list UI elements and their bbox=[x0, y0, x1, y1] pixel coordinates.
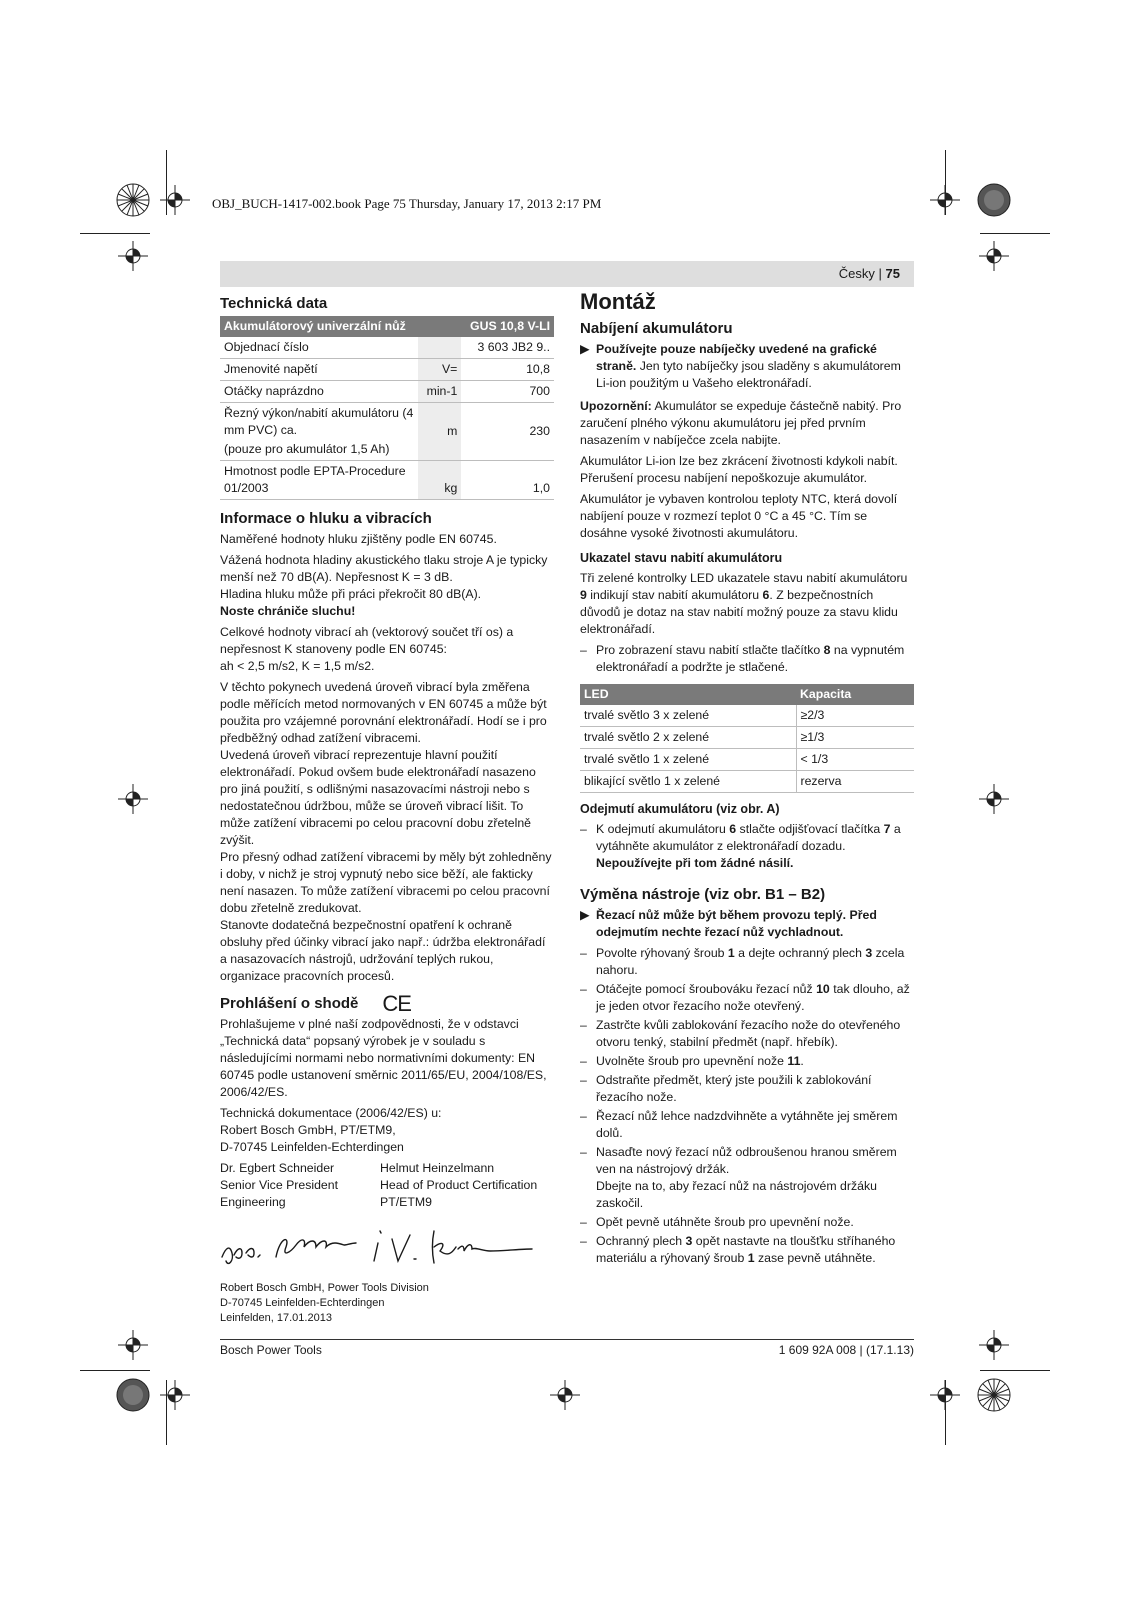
led-table-head-led: LED bbox=[580, 684, 796, 705]
indicator-step: – Pro zobrazení stavu nabití stlačte tlačítko 8 na vypnutém elektronářadí a podržte je stlačené. bbox=[580, 643, 905, 674]
montaz-heading: Montáž bbox=[580, 289, 656, 314]
noise-p4: Noste chrániče sluchu! bbox=[220, 604, 356, 618]
list-item: – Otáčejte pomocí šroubováku řezací nůž 10 tak dlouho, až je jeden otvor řezacího nože otevřený. bbox=[580, 982, 910, 1013]
signatory-1: Dr. Egbert Schneider Senior Vice President Engineering bbox=[220, 1161, 339, 1209]
remove-battery-heading: Odejmutí akumulátoru (viz obr. A) bbox=[580, 802, 780, 816]
page-number: 75 bbox=[885, 266, 900, 281]
tech-data-table bbox=[220, 316, 554, 500]
trim-line bbox=[80, 233, 150, 234]
tech-data-heading: Technická data bbox=[220, 295, 328, 312]
tool-warning: ▶ Řezací nůž může být během provozu teplý. Před odejmutím nechte řezací nůž vychladnout. bbox=[580, 908, 877, 939]
trim-line bbox=[945, 1380, 946, 1445]
table-row: Objednací číslo 3 603 JB2 9.. bbox=[220, 337, 554, 359]
noise-p7: V těchto pokynech uvedená úroveň vibrací byla změřena podle měřících metod normovaných v EN 60745 a může být použita pro vzájemné porovnání elektronářadí. Hodí se i pro předběžný odhad zatížení vibracemi. bbox=[220, 680, 547, 745]
list-item: – Ochranný plech 3 opět nastavte na tloušťku stříhaného materiálu a rýhovaný šroub 1 zase pevně utáhněte. bbox=[580, 1234, 896, 1265]
trim-line bbox=[166, 1380, 167, 1445]
crosshair-mark-right-top bbox=[979, 241, 1009, 271]
decl-p4: D-70745 Leinfelden-Echterdingen bbox=[220, 1140, 404, 1154]
noise-p8: Uvedená úroveň vibrací reprezentuje hlavní použití elektronářadí. Pokud ovšem bude elektronářadí nasazeno pro jiná použití, s odlišnými nasazovacími nástroji nebo s nedostatečnou údržbou, může se úroveň vibrací lišit. To může zatížení vibracemi po celou pracovní dobu zřetelně zvýšit. bbox=[220, 748, 536, 847]
decl-p3: Robert Bosch GmbH, PT/ETM9, bbox=[220, 1123, 396, 1137]
led-table bbox=[580, 684, 914, 793]
noise-p10: Stanovte dodatečná bezpečnostní opatření k ochraně obsluhy před účinky vibrací jako např.: údržba elektronářadí a nasazovacích nástrojů, udržování teplých rukou, organizace pracovních procesů. bbox=[220, 918, 546, 983]
table-row: trvalé světlo 1 x zelené < 1/3 bbox=[580, 749, 914, 771]
triangle-bullet-icon: ▶ bbox=[580, 908, 590, 922]
led-table-head-capacity: Kapacita bbox=[796, 684, 914, 705]
crosshair-mark-bottom-center bbox=[550, 1380, 580, 1410]
noise-p5: Celkové hodnoty vibrací ah (vektorový součet tří os) a nepřesnost K stanoveny podle EN 60745: bbox=[220, 625, 514, 656]
noise-p6: ah < 2,5 m/s2, K = 1,5 m/s2. bbox=[220, 659, 375, 673]
list-item: – Povolte rýhovaný šroub 1 a dejte ochranný plech 3 zcela nahoru. bbox=[580, 946, 905, 977]
header-language-page: Česky | 75 bbox=[838, 266, 900, 281]
triangle-bullet-icon: ▶ bbox=[580, 342, 590, 356]
signatories bbox=[220, 1160, 554, 1211]
registration-mark-bottom-right bbox=[977, 1378, 1011, 1412]
registration-mark-bottom-left bbox=[116, 1378, 150, 1412]
signatory-2: Helmut Heinzelmann Head of Product Certification PT/ETM9 bbox=[380, 1161, 538, 1209]
table-row: Hmotnost podle EPTA-Procedure 01/2003 kg 1,0 bbox=[220, 461, 554, 500]
warning-paragraph: Upozornění: Akumulátor se expeduje částečně nabitý. Pro zaručení plného výkonu akumulátoru jej před prvním nasazením v nabíječce zcela nabijte. bbox=[580, 399, 902, 447]
footer-left: Bosch Power Tools bbox=[220, 1343, 322, 1357]
trim-line bbox=[980, 1370, 1050, 1371]
footer-right: 1 609 92A 008 | (17.1.13) bbox=[778, 1343, 914, 1357]
table-row: Otáčky naprázdno min-1 700 bbox=[220, 381, 554, 403]
ce-mark-icon: CE bbox=[382, 991, 411, 1016]
indicator-p1: Tři zelené kontrolky LED ukazatele stavu nabití akumulátoru 9 indikují stav nabití akumulátoru 6. Z bezpečnostních důvodů je dotaz na stav nabití možný pouze za stavu klidu elektronářadí. bbox=[580, 571, 908, 636]
footer-rule bbox=[220, 1339, 914, 1340]
crosshair-mark-right-middle bbox=[979, 784, 1009, 814]
noise-heading: Informace o hluku a vibracích bbox=[220, 510, 432, 527]
book-info-line: OBJ_BUCH-1417-002.book Page 75 Thursday, January 17, 2013 2:17 PM bbox=[212, 196, 602, 211]
table-row: trvalé světlo 3 x zelené ≥2/3 bbox=[580, 705, 914, 727]
crosshair-mark-left-middle bbox=[118, 784, 148, 814]
registration-mark-top-left bbox=[116, 183, 150, 217]
company-block: Robert Bosch GmbH, Power Tools Division D-70745 Leinfelden-Echterdingen Leinfelden, 17.01.2013 bbox=[220, 1282, 429, 1324]
registration-mark-top-right bbox=[977, 183, 1011, 217]
charge-bullet: ▶ Používejte pouze nabíječky uvedené na grafické straně. Jen tyto nabíječky jsou sladěny s akumulátorem Li-ion použitým u Vašeho elektronářadí. bbox=[580, 342, 901, 390]
noise-p3: Hladina hluku může při práci překročit 80 dB(A). bbox=[220, 587, 482, 601]
tech-table-head-model: GUS 10,8 V-LI bbox=[461, 316, 554, 337]
tool-change-heading: Výměna nástroje (viz obr. B1 – B2) bbox=[580, 886, 826, 903]
noise-p2: Vážená hodnota hladiny akustického tlaku stroje A je typicky menší než 70 dB(A). Nepřesnost K = 3 dB. bbox=[220, 553, 548, 584]
list-item: – Uvolněte šroub pro upevnění nože 11. bbox=[580, 1054, 804, 1068]
page-header-bar bbox=[220, 261, 914, 287]
list-item: – Opět pevně utáhněte šroub pro upevnění nože. bbox=[580, 1215, 854, 1229]
handwritten-signatures bbox=[220, 1217, 554, 1273]
tech-table-head-name: Akumulátorový univerzální nůž bbox=[220, 316, 461, 337]
charge-p2: Akumulátor Li-ion lze bez zkrácení životnosti kdykoli nabít. Přerušení procesu nabíjení nepoškozuje akumulátor. bbox=[580, 454, 898, 485]
crosshair-mark-top-left bbox=[160, 185, 190, 215]
trim-line bbox=[945, 150, 946, 215]
list-item: – Nasaďte nový řezací nůž odbroušenou hranou směrem ven na nástrojový držák. Dbejte na to, aby řezací nůž na nástrojovém držáku zaskočil. bbox=[580, 1145, 897, 1210]
table-row: Jmenovité napětí V= 10,8 bbox=[220, 359, 554, 381]
trim-line bbox=[166, 150, 167, 215]
list-item: – Zastrčte kvůli zablokování řezacího nože do otevřeného otvoru tenký, stabilní předmět (např. hřebík). bbox=[580, 1018, 901, 1049]
header-language: Česky bbox=[838, 266, 875, 281]
table-row: Řezný výkon/nabití akumulátoru (4 mm PVC) ca. (pouze pro akumulátor 1,5 Ah) m 230 bbox=[220, 403, 554, 461]
trim-line bbox=[980, 233, 1050, 234]
remove-step: – K odejmutí akumulátoru 6 stlačte odjišťovací tlačítka 7 a vytáhněte akumulátor z elektronářadí dozadu. Nepoužívejte při tom žádné násilí. bbox=[580, 822, 901, 870]
crosshair-mark-left-top bbox=[118, 241, 148, 271]
list-item: – Řezací nůž lehce nadzdvihněte a vytáhněte jej směrem dolů. bbox=[580, 1109, 898, 1140]
crosshair-mark-left-bottom bbox=[118, 1330, 148, 1360]
crosshair-mark-bottom-left bbox=[160, 1380, 190, 1410]
noise-p9: Pro přesný odhad zatížení vibracemi by měly být zohledněny i doby, v nichž je stroj vypnutý nebo sice běží, ale fakticky není nasazen. To může zatížení vibracemi po celou pracovní dobu zřetelně zredukovat. bbox=[220, 850, 552, 915]
table-row: blikající světlo 1 x zelené rezerva bbox=[580, 771, 914, 793]
crosshair-mark-right-bottom bbox=[979, 1330, 1009, 1360]
charge-heading: Nabíjení akumulátoru bbox=[580, 320, 733, 337]
decl-p1: Prohlašujeme v plné naší zodpovědnosti, že v odstavci „Technická data“ popsaný výrobek je v souladu s následujícími normami nebo normativními dokumenty: EN 60745 podle ustanovení směrnic 2011/65/EU, 2004/108/ES, 2006/42/ES. bbox=[220, 1017, 547, 1099]
noise-p1: Naměřené hodnoty hluku zjištěny podle EN 60745. bbox=[220, 532, 497, 546]
right-column bbox=[580, 289, 914, 1269]
left-column bbox=[220, 293, 554, 1326]
indicator-heading: Ukazatel stavu nabití akumulátoru bbox=[580, 551, 783, 565]
declaration-heading: Prohlášení o shodě CE bbox=[220, 991, 411, 1016]
tool-steps-list bbox=[580, 945, 914, 1267]
trim-line bbox=[80, 1370, 150, 1371]
decl-p2: Technická dokumentace (2006/42/ES) u: bbox=[220, 1106, 442, 1120]
list-item: – Odstraňte předmět, který jste použili k zablokování řezacího nože. bbox=[580, 1073, 872, 1104]
table-row: trvalé světlo 2 x zelené ≥1/3 bbox=[580, 727, 914, 749]
charge-p3: Akumulátor je vybaven kontrolou teploty NTC, která dovolí nabíjení pouze v rozmezí teplot 0 °C a 45 °C. Tím se dosáhne vysoké životnosti akumulátoru. bbox=[580, 492, 898, 540]
